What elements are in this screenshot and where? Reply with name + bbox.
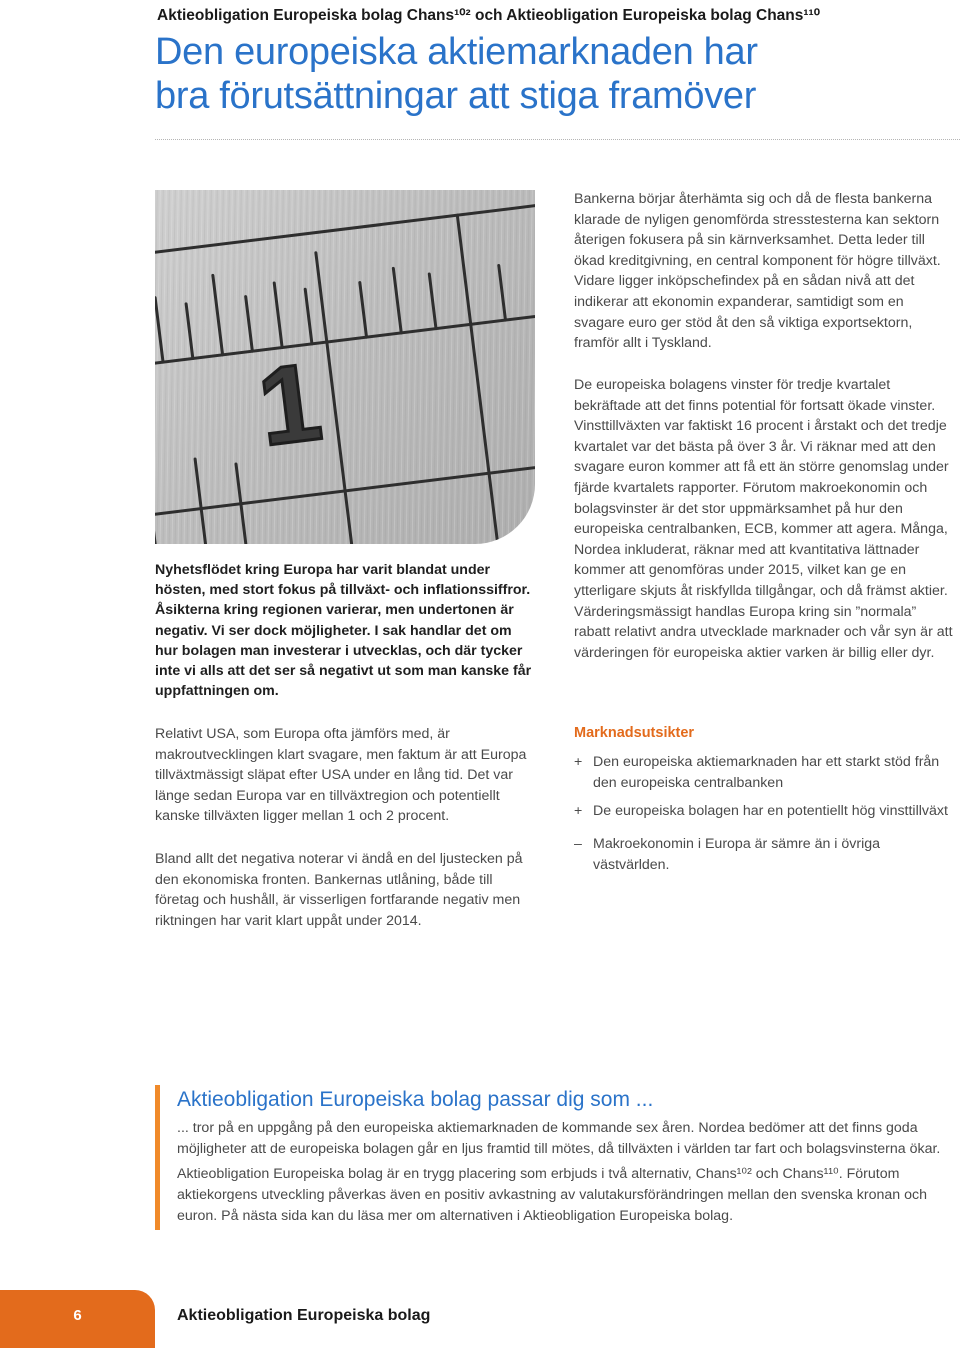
- outlook-item-negative: [574, 834, 954, 876]
- outlook-item-text: Den europeiska aktiemarknaden har ett starkt stöd från den europeiska centralbanken: [593, 754, 940, 791]
- page-headline: [155, 30, 935, 118]
- plus-icon: +: [574, 803, 583, 819]
- left-body-paragraph-1: Relativt USA, som Europa ofta jämförs med, är makroutvecklingen klart svagare, men faktum är att Europa tillväxtmässigt släpat efter USA under en lång tid. Det var länge sedan Europa var en tillväxtregion och potentiellt kanske tillväxten ligger mellan 1 och 2 procent.: [155, 726, 527, 825]
- market-outlook-heading: Marknadsutsikter: [574, 725, 695, 741]
- market-outlook-list: [574, 752, 954, 883]
- headline-line-2: bra förutsättningar att stiga framöver: [155, 75, 757, 117]
- callout-accent-bar: [155, 1085, 160, 1230]
- page-number: 6: [73, 1307, 82, 1324]
- ruler-illustration: [155, 190, 535, 544]
- minus-icon: –: [574, 836, 582, 852]
- document-series-label: Aktieobligation Europeiska bolag Chans¹⁰² och Aktieobligation Europeiska bolag Chans¹¹⁰: [157, 7, 820, 24]
- callout-heading: Aktieobligation Europeiska bolag passar dig som ...: [177, 1088, 654, 1111]
- lead-paragraph: Nyhetsflödet kring Europa har varit blandat under hösten, med stort fokus på tillväxt- och inflationssiffror. Åsikterna kring regionen varierar, men undertonen är negativ. Vi ser dock möjligheter. I sak handlar det om hur bolagen man investerar i utvecklas, och där tycker inte vi alls att det ser så negativt ut som man kanske får uppfattningen om.: [155, 562, 532, 700]
- outlook-item-positive: [574, 801, 954, 822]
- headline-line-1: Den europeiska aktiemarknaden har: [155, 31, 758, 73]
- outlook-item-text: De europeiska bolagen har en potentiellt hög vinsttillväxt: [593, 803, 948, 819]
- outlook-item-positive: [574, 752, 954, 794]
- callout-paragraph-2: Aktieobligation Europeiska bolag är en trygg placering som erbjuds i två alternativ, Chans¹⁰² och Chans¹¹⁰. Förutom aktiekorgens utveckling påverkas även en positiv avkastning av valutakursförändringen mellan den svenska kronan och euron. På nästa sida kan du läsa mer om alternativen i Aktieobligation Europeiska bolag.: [177, 1166, 928, 1224]
- left-body-paragraph-2: Bland allt det negativa noterar vi ändå en del ljustecken på den ekonomiska fronten. Bankernas utlåning, både till företag och hushåll, är visserligen fortfarande negativ men riktningen har varit klart uppåt under 2014.: [155, 851, 523, 929]
- plus-icon: +: [574, 754, 583, 770]
- callout-paragraph-1: ... tror på en uppgång på den europeiska aktiemarknaden de kommande sex åren. Nordea bedömer att det finns goda möjligheter att de europeiska bolagen går en ljus framtid till mötes, då tillväxten i världen tar fart och bolagsvinsterna ökar.: [177, 1120, 941, 1157]
- ruler-photo: [155, 190, 535, 544]
- right-body-paragraph-1: Bankerna börjar återhämta sig och då de flesta bankerna klarade de nyligen genomförda stresstesterna kan sektorn återigen fokusera på sin kärnverksamhet. Detta leder till ökad kreditgivning, en central komponent för högre tillväxt. Vidare ligger inköpschefindex på en sådan nivå att det indikerar att ekonomin expanderar, samtidigt som en svagare euro ger stöd åt den så viktiga exportsektorn, framför allt i Tyskland.: [574, 191, 941, 352]
- outlook-item-text: Makroekonomin i Europa är sämre än i övriga västvärlden.: [593, 836, 881, 873]
- headline-divider: [155, 139, 960, 140]
- ruler-digit: 1: [251, 339, 328, 470]
- right-body-paragraph-2: De europeiska bolagens vinster för tredje kvartalet bekräftade att det finns potential för fortsatt ökade vinster. Vinsttillväxten var faktiskt 16 procent i årstakt och det tredje kvartalet var det bästa på över 3 år. Vi räknar med att den svagare euron kommer att få ett än större genomslag under fjärde kvartalets rapporter. Förutom makroekonomin och bolagsvinster är det stor uppmärksamhet på hur den europeiska centralbanken, ECB, kommer att agera. Många, Nordea inkluderat, räknar med att kvantitativa lättnader kommer att genomföras under 2015, vilket kan ge en ytterligare skjuts åt riskfyllda tillgångar, och då främst aktier. Värderingsmässigt handlas Europa kring sin ”normala” rabatt relativt andra utvecklade marknader och vår syn är att värderingen för europeiska aktier varken är billig eller dyr.: [574, 377, 953, 661]
- footer-title: Aktieobligation Europeiska bolag: [177, 1307, 431, 1324]
